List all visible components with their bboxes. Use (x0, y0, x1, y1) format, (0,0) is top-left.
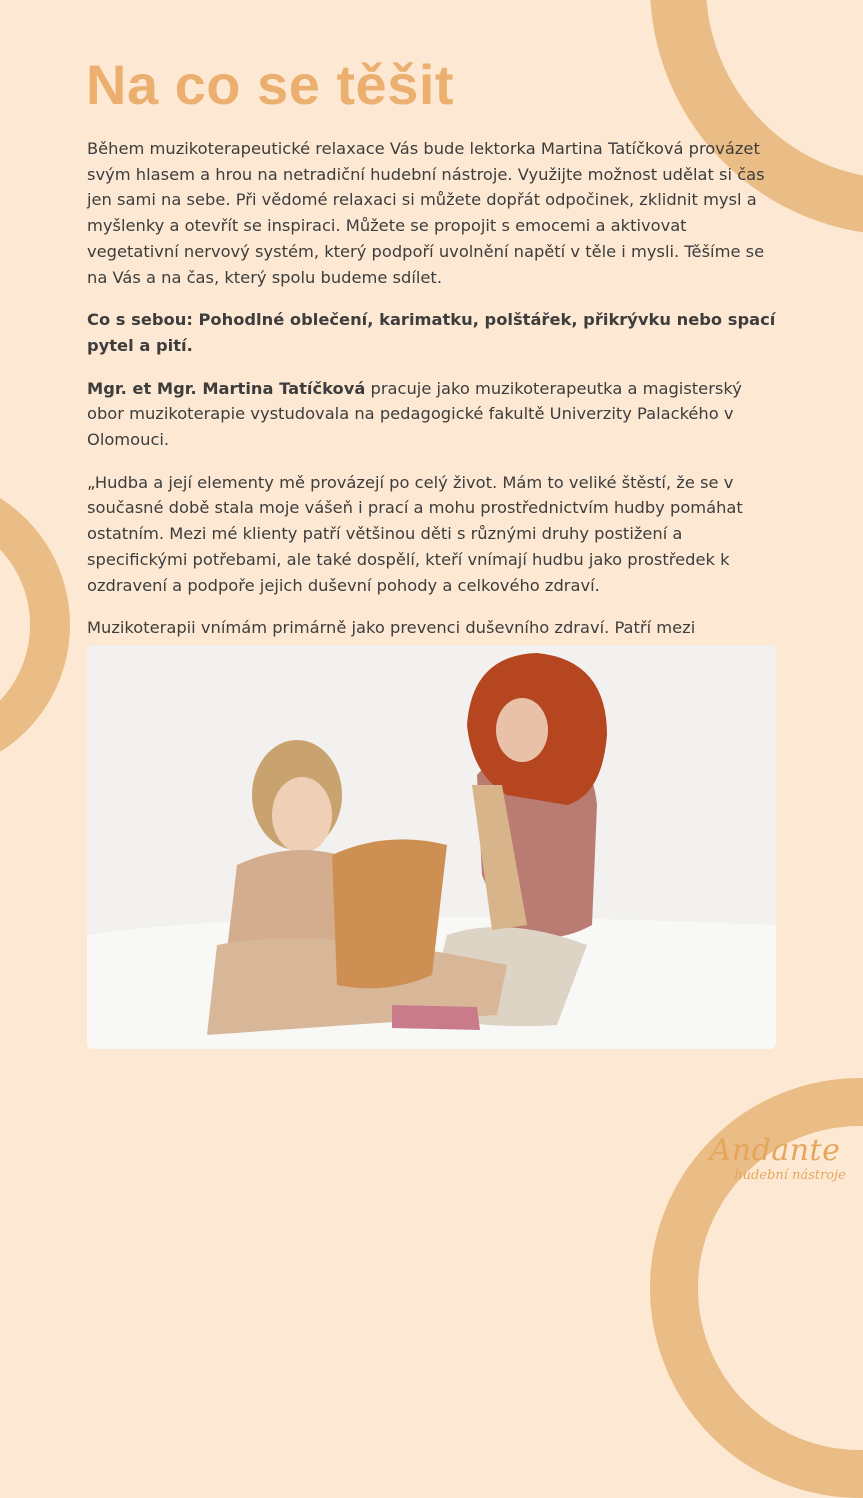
brand-logo (700, 1134, 850, 1204)
page-title: Na co se těšit (86, 53, 455, 116)
intro-paragraph: Během muzikoterapeutické relaxace Vás bude lektorka Martina Tatíčková provázet svým hlasem a hrou na netradiční hudební nástroje. Využijte možnost udělat si čas jen sami na sebe. Při vědomé relaxaci si můžete dopřát odpočinek, zklidnit mysl a myšlenky a otevřít se inspiraci. Můžete se propojit s emocemi a aktivovat vegetativní nervový systém, který podpoří uvolnění napětí v těle i mysli. Těšíme se na Vás a na čas, který spolu budeme sdílet. (87, 139, 765, 287)
decorative-arc-left (0, 475, 70, 775)
bio-text: pracuje jako muzikoterapeutka a magisterský obor muzikoterapie vystudovala na pedagogické fakultě Univerzity Palackého v Olomouci. (87, 378, 742, 450)
quote-paragraph-1: „Hudba a její elementy mě provázejí po celý život. Mám to veliké štěstí, že se v současné době stala moje vášeň i prací a mohu prostřednictvím hudby pomáhat ostatním. Mezi mé klienty patří většinou děti s různými druhy postižení a specifickými potřebami, ale také dospělí, kteří vnímají hudbu jako prostředek k ozdravení a podpoře jejich duševní pohody a celkového zdraví. (87, 472, 743, 595)
logo-subtitle: hudební nástroje (734, 1168, 846, 1183)
bio-paragraph (87, 376, 777, 453)
logo-name: Andante (709, 1133, 841, 1168)
photo-therapist-with-child (87, 645, 776, 1049)
article-body (87, 136, 777, 709)
lecturer-name: Mgr. et Mgr. Martina Tatíčková (87, 378, 366, 398)
quote-paragraph-2: Muzikoterapii vnímám primárně jako prevenci duševního zdraví. Patří mezi (87, 618, 696, 638)
what-to-bring-paragraph: Co s sebou: Pohodlné oblečení, karimatku, polštářek, přikrývku nebo spací pytel a pití. (87, 310, 776, 355)
